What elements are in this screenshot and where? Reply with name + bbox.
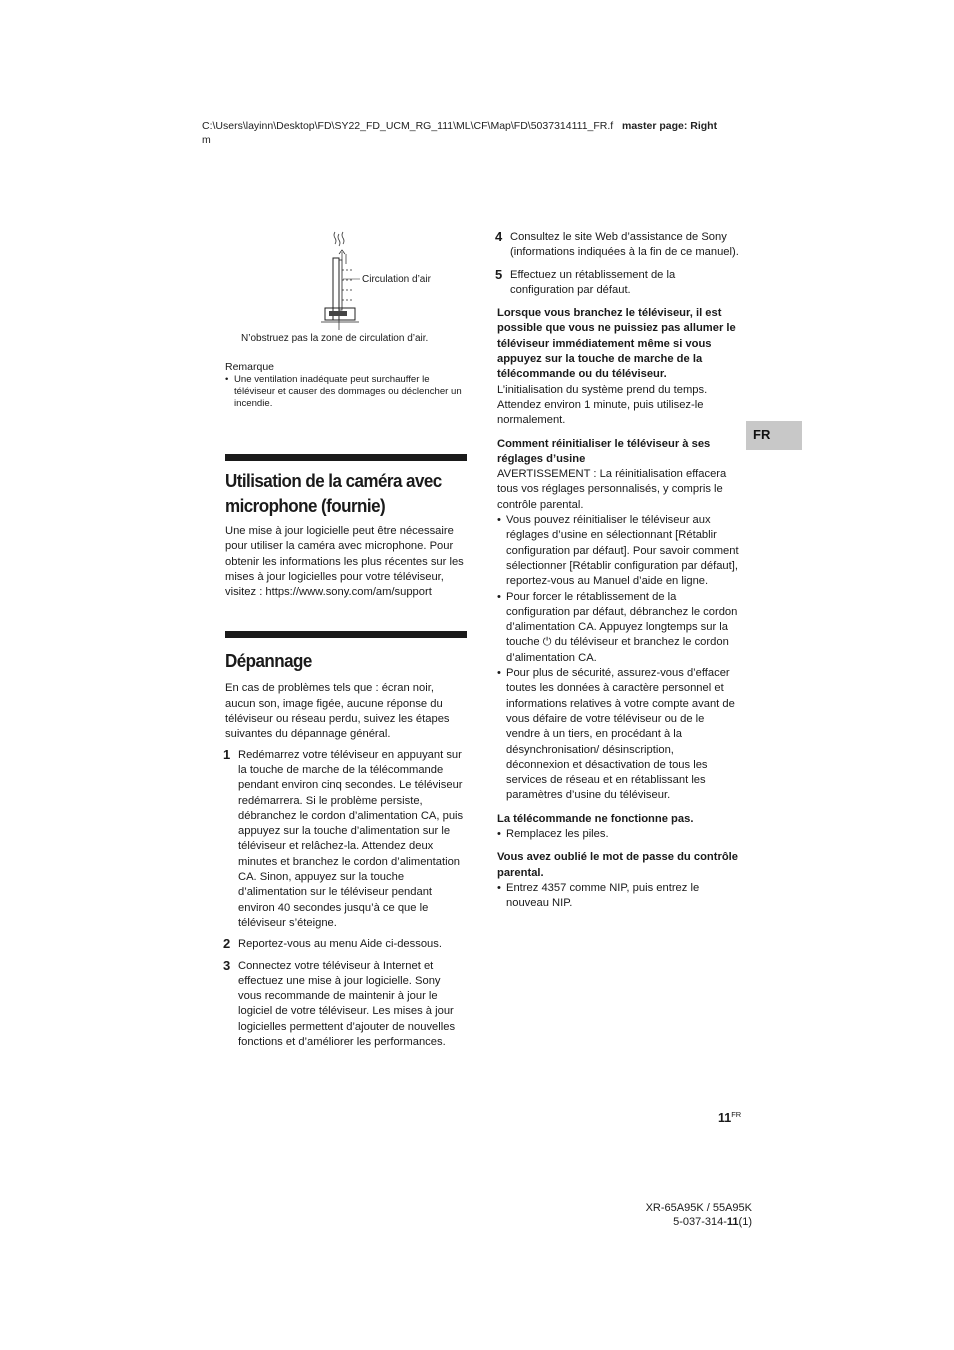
master-page-label: master page: Right xyxy=(621,120,718,132)
step-text: Connectez votre téléviseur à Internet et effectuez une mise à jour logicielle. Sony vous recommande de maintenir à jour le logiciel de votre téléviseur. Les mises à jour logicielles permettent d’ajouter de nouvelles fonctions et d’améliorer les performances. xyxy=(238,959,456,1049)
reset-warning: AVERTISSEMENT : La réinitialisation effacera tous vos réglages personnalisés, y compris le contrôle parental. xyxy=(497,468,727,511)
title-line-2: microphone (fournie) xyxy=(225,495,386,516)
power-on-body: L’initialisation du système prend du temps. Attendez environ 1 minute, puis utilisez-le normalement. xyxy=(497,383,708,427)
step-number: 4 xyxy=(495,229,503,244)
model-code-suffix: (1) xyxy=(738,1216,752,1228)
file-path-wrap: m xyxy=(202,134,211,146)
step-3 xyxy=(225,959,467,1051)
step-text: Consultez le site Web d’assistance de Sony (informations indiquées à la fin de ce manuel). xyxy=(510,231,739,259)
step-1 xyxy=(225,748,467,932)
page-number-suffix: FR xyxy=(731,1110,742,1119)
section-rule xyxy=(225,631,467,638)
step-number: 2 xyxy=(223,936,231,952)
section-rule xyxy=(225,454,467,461)
file-path: C:\Users\layinn\Desktop\FD\SY22_FD_UCM_RG_111\ML\CF\Map\FD\5037314111_FR.f xyxy=(202,120,614,132)
diagram-caption: N’obstruez pas la zone de circulation d’air. xyxy=(241,333,429,344)
reset-bullet: • Vous pouvez réinitialiser le téléviseur aux réglages d’usine en sélectionnant [Rétablir configuration par défaut]. Pour savoir comment sélectionner [Rétablir configuration par défaut], reportez-vous au Manuel d’aide en ligne. xyxy=(497,513,739,589)
depannage-intro: En cas de problèmes tels que : écran noir, aucun son, image figée, aucune réponse du téléviseur ou réseau perdu, suivez les étapes suivantes du dépannage général. xyxy=(225,682,450,741)
step-number: 3 xyxy=(223,957,231,973)
section-title-camera xyxy=(225,468,469,518)
password-heading: Vous avez oublié le mot de passe du contrôle parental. xyxy=(497,851,739,879)
remarque-title: Remarque xyxy=(225,361,275,373)
step-text: Effectuez un rétablissement de la configuration par défaut. xyxy=(510,268,676,296)
language-tab-label: FR xyxy=(753,427,771,442)
reset-heading: Comment réinitialiser le téléviseur à ses réglages d’usine xyxy=(497,437,711,465)
remote-heading: La télécommande ne fonctionne pas. xyxy=(497,812,694,825)
step-number: 1 xyxy=(223,746,231,762)
file-path-header xyxy=(202,119,762,147)
ventilation-diagram xyxy=(225,230,467,330)
page-number-value: 11 xyxy=(718,1111,732,1126)
model-line-1: XR-65A95K / 55A95K xyxy=(645,1202,752,1214)
camera-body: Une mise à jour logicielle peut être nécessaire pour utiliser la caméra avec microphone. Pour obtenir les informations les plus récentes sur les mises à jour logicielles pour votre téléviseur, visitez : https://www.sony.com/am/support xyxy=(225,525,464,599)
section-title-depannage: Dépannage xyxy=(225,650,312,672)
step-number: 5 xyxy=(495,266,503,282)
language-tab xyxy=(746,421,802,450)
password-bullet: • Entrez 4357 comme NIP, puis entrez le nouveau NIP. xyxy=(497,881,739,912)
left-column xyxy=(225,230,467,1050)
step-4 xyxy=(497,230,739,261)
remote-bullet: • Remplacez les piles. xyxy=(497,827,739,842)
power-on-heading: Lorsque vous branchez le téléviseur, il est possible que vous ne puissiez pas allumer le téléviseur immédiatement même si vous appuyez sur la touche de marche de la télécommande ou du téléviseur. xyxy=(497,307,736,381)
step-text: Reportez-vous au menu Aide ci-dessous. xyxy=(238,938,442,951)
model-code-prefix: 5-037-314- xyxy=(673,1216,727,1228)
title-line-1: Utilisation de la caméra avec xyxy=(225,470,442,491)
remarque-item: • Une ventilation inadéquate peut surchauffer le téléviseur et causer des dommages ou déclencher un incendie. xyxy=(225,374,467,410)
step-text: Redémarrez votre téléviseur en appuyant sur la touche de marche de la télécommande pendant environ cinq secondes. Le téléviseur redémarrera. Si le problème persiste, débranchez le cordon d’alimentation CA, puis appuyez sur la touche d’alimentation sur le téléviseur et relâchez-la. Attendez deux minutes et branchez le cordon d’alimentation CA. Sinon, appuyez sur la touche d’alimentation sur le téléviseur pendant environ 40 secondes jusqu’à ce que le téléviseur s’éteigne. xyxy=(238,748,464,929)
step-2 xyxy=(225,937,467,952)
step-5 xyxy=(497,268,739,299)
right-column xyxy=(497,230,739,911)
reset-bullet: • Pour plus de sécurité, assurez-vous d’effacer toutes les données à caractère personnel et informations relatives à votre compte avant de vous défaire de votre téléviseur ou de le vendre à un tiers, en procédant à la désynchronisation/ désinscription, déconnexion et désactivation de tous les services de réseau et en rétablissant les paramètres d’usine du téléviseur. xyxy=(497,666,739,804)
model-footer xyxy=(646,1201,752,1229)
airflow-label: Circulation d’air xyxy=(362,274,431,285)
reset-bullet: • Pour forcer le rétablissement de la configuration par défaut, débranchez le cordon d’alimentation CA. Appuyez longtemps sur la touche ⏻ du téléviseur et branchez le cordon d’alimentation CA. xyxy=(497,590,739,666)
model-code-bold: 11 xyxy=(726,1216,739,1228)
page-number xyxy=(718,1110,741,1125)
